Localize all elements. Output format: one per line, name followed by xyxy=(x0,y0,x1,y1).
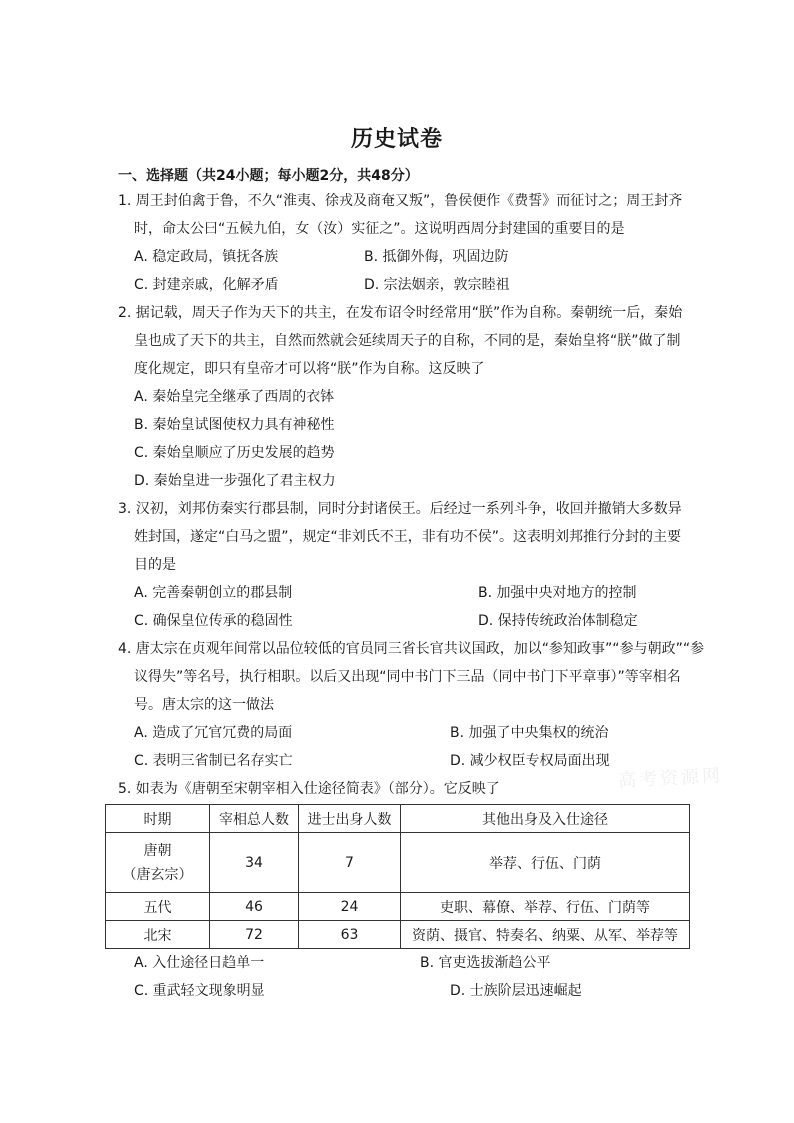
q4-option-d[interactable]: D. 减少权臣专权局面出现 xyxy=(450,753,610,769)
q3-option-d[interactable]: D. 保持传统政治体制稳定 xyxy=(478,613,638,629)
table-header-cell: 其他出身及入仕途径 xyxy=(401,805,690,833)
table-cell-total: 34 xyxy=(210,833,299,893)
table-cell-jinshi: 24 xyxy=(299,893,401,921)
table-header-cell: 宰相总人数 xyxy=(210,805,299,833)
watermark: 高考资源网 xyxy=(617,765,724,792)
q5-option-c[interactable]: C. 重武轻文现象明显 xyxy=(134,983,265,999)
q2-option-c[interactable]: C. 秦始皇顺应了历史发展的趋势 xyxy=(134,445,335,461)
q4-option-b[interactable]: B. 加强了中央集权的统治 xyxy=(450,725,609,741)
q5-option-b[interactable]: B. 官吏选拔渐趋公平 xyxy=(420,955,551,971)
q3-stem-line-1: 3. 汉初，刘邦仿秦实行郡县制，同时分封诸侯王。后经过一系列斗争，收回并撤销大多数异 xyxy=(118,501,682,517)
table-cell-total: 72 xyxy=(210,921,299,949)
q3-stem-line-3: 目的是 xyxy=(134,557,176,573)
table-cell-period: 北宋 xyxy=(106,921,210,949)
q3-stem-line-2: 姓封国，遂定“白马之盟”，规定“非刘氏不王，非有功不侯”。这表明刘邦推行分封的主要 xyxy=(134,529,682,545)
table-cell-other: 举荐、行伍、门荫 xyxy=(401,833,690,893)
q2-stem-line-3: 度化规定，即只有皇帝才可以将“朕”作为自称。这反映了 xyxy=(134,361,485,377)
q4-option-c[interactable]: C. 表明三省制已名存实亡 xyxy=(134,753,293,769)
table-cell-period xyxy=(106,833,210,893)
table-cell-other: 吏职、幕僚、举荐、行伍、门荫等 xyxy=(401,893,690,921)
q5-option-a[interactable]: A. 入仕途径日趋单一 xyxy=(134,955,265,971)
q2-option-d[interactable]: D. 秦始皇进一步强化了君主权力 xyxy=(134,473,336,489)
exam-title: 历史试卷 xyxy=(350,126,443,152)
table-header-cell: 时期 xyxy=(106,805,210,833)
q1-stem-line-1: 1. 周王封伯禽于鲁，不久“淮夷、徐戎及商奄又叛”，鲁侯便作《费誓》而征讨之；周王封齐 xyxy=(118,193,683,209)
q2-stem-line-2: 皇也成了天下的共主，自然而然就会延续周天子的自称，不同的是，秦始皇将“朕”做了制 xyxy=(134,333,681,349)
table-row xyxy=(106,833,690,893)
table-row xyxy=(106,893,690,921)
q3-option-a[interactable]: A. 完善秦朝创立的郡县制 xyxy=(134,585,293,601)
table-header-row xyxy=(106,805,690,833)
section-heading: 一、选择题（共24小题；每小题2分，共48分） xyxy=(118,168,419,184)
q1-option-c[interactable]: C. 封建亲戚，化解矛盾 xyxy=(134,277,279,293)
q3-option-b[interactable]: B. 加强中央对地方的控制 xyxy=(478,585,637,601)
q1-option-a[interactable]: A. 稳定政局，镇抚各族 xyxy=(134,249,279,265)
table-row xyxy=(106,921,690,949)
q5-stem: 5. 如表为《唐朝至宋朝宰相入仕途径简表》（部分）。它反映了 xyxy=(118,781,500,797)
q2-stem-line-1: 2. 据记载，周天子作为天下的共主，在发布诏令时经常用“朕”作为自称。秦朝统一后，秦始 xyxy=(118,305,683,321)
period-name: 唐朝 xyxy=(143,842,172,859)
period-note: （唐玄宗） xyxy=(122,866,193,883)
table-cell-total: 46 xyxy=(210,893,299,921)
table-cell-period: 五代 xyxy=(106,893,210,921)
table-cell-jinshi: 63 xyxy=(299,921,401,949)
q1-option-b[interactable]: B. 抵御外侮，巩固边防 xyxy=(364,249,509,265)
q5-table xyxy=(105,804,690,949)
q5-option-d[interactable]: D. 士族阶层迅速崛起 xyxy=(450,983,582,999)
q4-stem-line-3: 号。唐太宗的这一做法 xyxy=(134,697,274,713)
table-cell-other: 资荫、摄官、特奏名、纳粟、从军、举荐等 xyxy=(401,921,690,949)
q3-option-c[interactable]: C. 确保皇位传承的稳固性 xyxy=(134,613,293,629)
q2-option-b[interactable]: B. 秦始皇试图使权力具有神秘性 xyxy=(134,417,335,433)
q1-stem-line-2: 时，命太公曰“五候九伯，女（汝）实征之”。这说明西周分封建国的重要目的是 xyxy=(134,221,625,237)
q4-stem-line-1: 4. 唐太宗在贞观年间常以品位较低的官员同三省长官共议国政，加以“参知政事”“参与朝政”“参 xyxy=(118,641,705,657)
q4-option-a[interactable]: A. 造成了冗官冗费的局面 xyxy=(134,725,293,741)
q2-option-a[interactable]: A. 秦始皇完全继承了西周的衣钵 xyxy=(134,389,335,405)
table-cell-jinshi: 7 xyxy=(299,833,401,893)
q1-option-d[interactable]: D. 宗法姻亲，敦宗睦祖 xyxy=(364,277,510,293)
table-header-cell: 进士出身人数 xyxy=(299,805,401,833)
q4-stem-line-2: 议得失”等名号，执行相职。以后又出现“同中书门下三品（同中书门下平章事）”等宰相名 xyxy=(134,669,681,685)
